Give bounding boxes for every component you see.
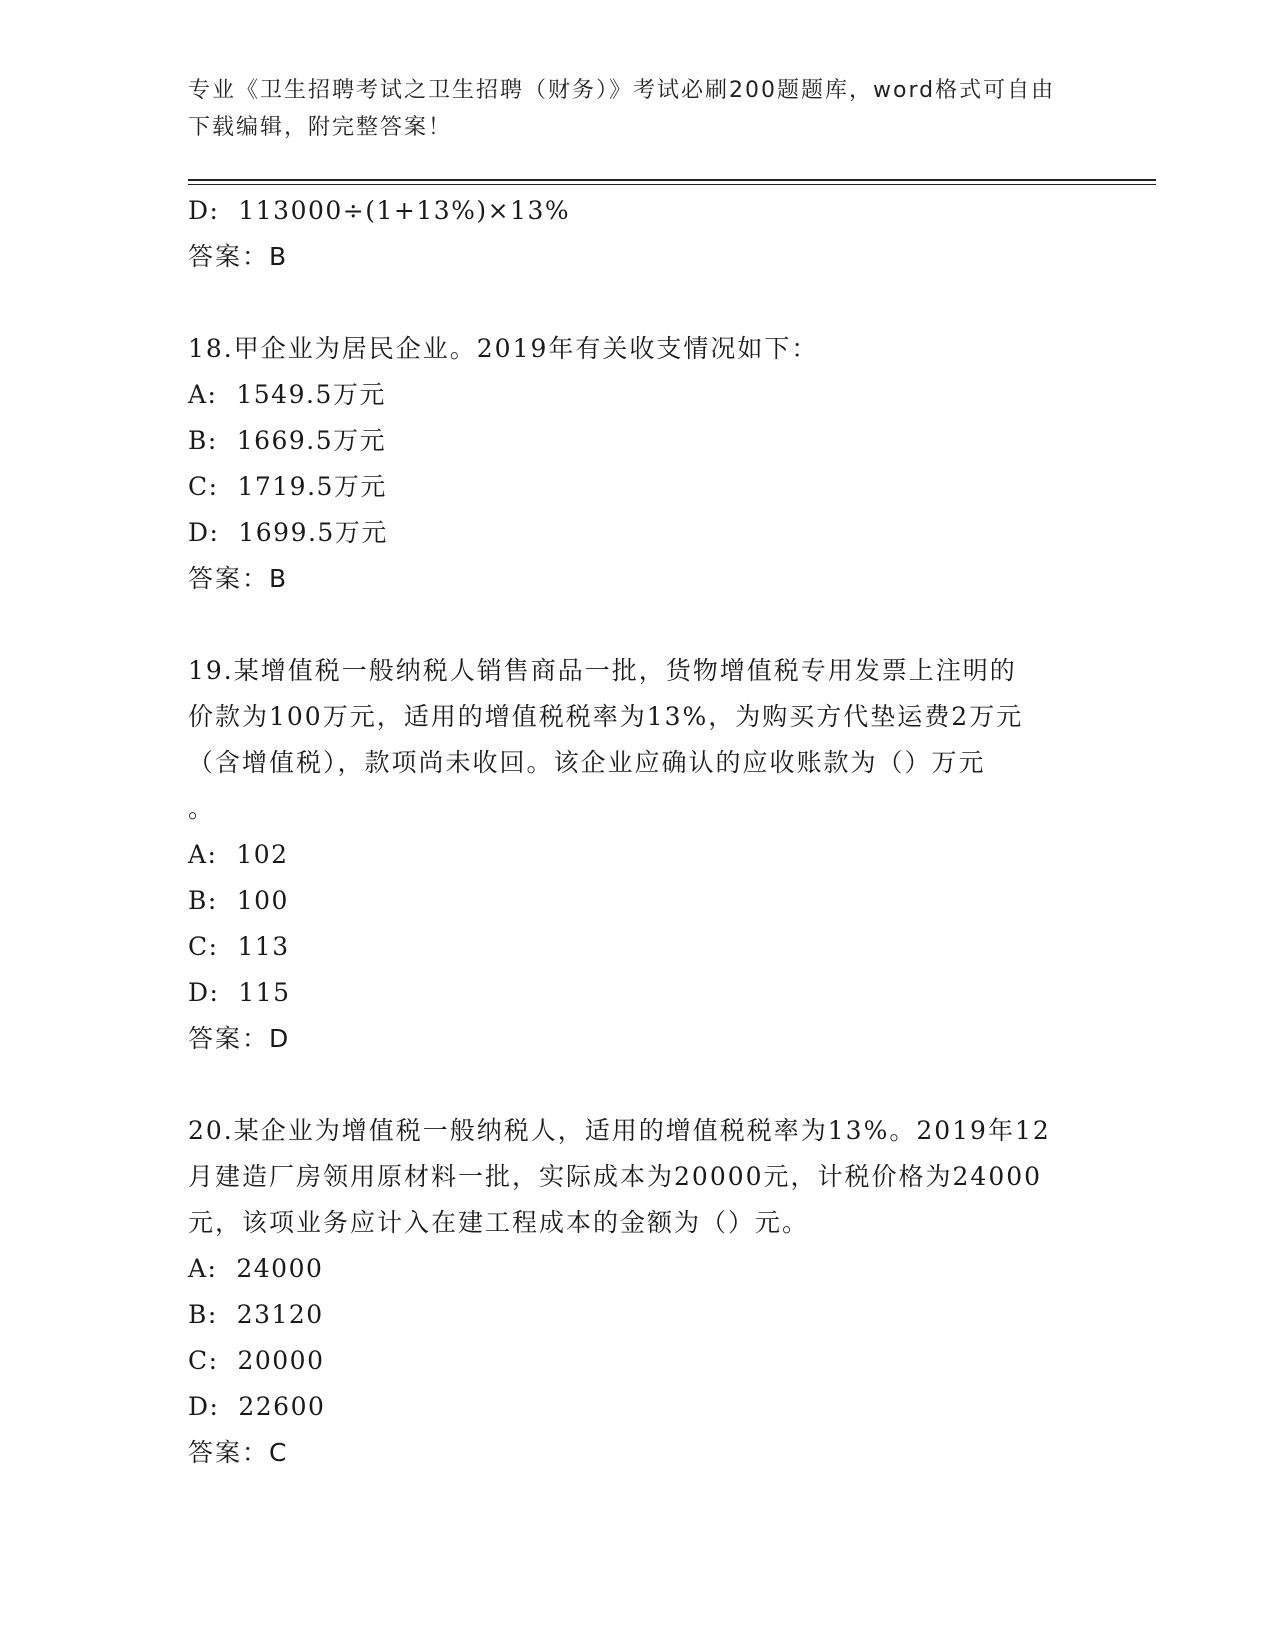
question-17-tail <box>188 188 1088 280</box>
question-list <box>188 188 1088 1476</box>
option-b: B: 100 <box>188 886 289 915</box>
option-a: A: 24000 <box>188 1254 324 1283</box>
option-c: C: 113 <box>188 932 290 961</box>
question-stem-line: 月建造厂房领用原材料一批，实际成本为20000元，计税价格为24000 <box>188 1162 1043 1191</box>
header-divider-thin <box>188 184 1156 185</box>
question-stem-line: 元，该项业务应计入在建工程成本的金额为（）元。 <box>188 1208 810 1237</box>
answer-label: 答案：C <box>188 1438 289 1467</box>
question-stem-line: 19.某增值税一般纳税人销售商品一批，货物增值税专用发票上注明的 <box>188 656 1017 685</box>
option-b: B: 1669.5万元 <box>188 426 387 455</box>
spacer <box>188 1062 1088 1108</box>
option-d: D: 113000÷(1+13%)×13% <box>188 196 571 225</box>
question-stem-line: 。 <box>188 794 216 823</box>
answer-label: 答案：B <box>188 242 289 271</box>
answer-label: 答案：D <box>188 1024 291 1053</box>
option-a: A: 1549.5万元 <box>188 380 386 409</box>
option-d: D: 22600 <box>188 1392 326 1421</box>
option-d: D: 115 <box>188 978 291 1007</box>
option-a: A: 102 <box>188 840 289 869</box>
header-divider-thick <box>188 179 1156 181</box>
question-20 <box>188 1108 1088 1476</box>
question-stem-line: 20.某企业为增值税一般纳税人，适用的增值税税率为13%。2019年12 <box>188 1116 1051 1145</box>
spacer <box>188 280 1088 326</box>
question-stem-line: （含增值税），款项尚未收回。该企业应确认的应收账款为（）万元 <box>188 748 986 777</box>
answer-label: 答案：B <box>188 564 289 593</box>
question-18 <box>188 326 1088 602</box>
option-c: C: 20000 <box>188 1346 325 1375</box>
question-stem: 18.甲企业为居民企业。2019年有关收支情况如下： <box>188 334 819 363</box>
option-b: B: 23120 <box>188 1300 324 1329</box>
document-header: 专业《卫生招聘考试之卫生招聘（财务）》考试必刷200题题库，word格式可自由下载编辑，附完整答案！ <box>188 78 1056 140</box>
option-d: D: 1699.5万元 <box>188 518 388 547</box>
question-stem-line: 价款为100万元，适用的增值税税率为13%，为购买方代垫运费2万元 <box>188 702 1024 731</box>
option-c: C: 1719.5万元 <box>188 472 387 501</box>
spacer <box>188 602 1088 648</box>
question-19 <box>188 648 1088 1062</box>
